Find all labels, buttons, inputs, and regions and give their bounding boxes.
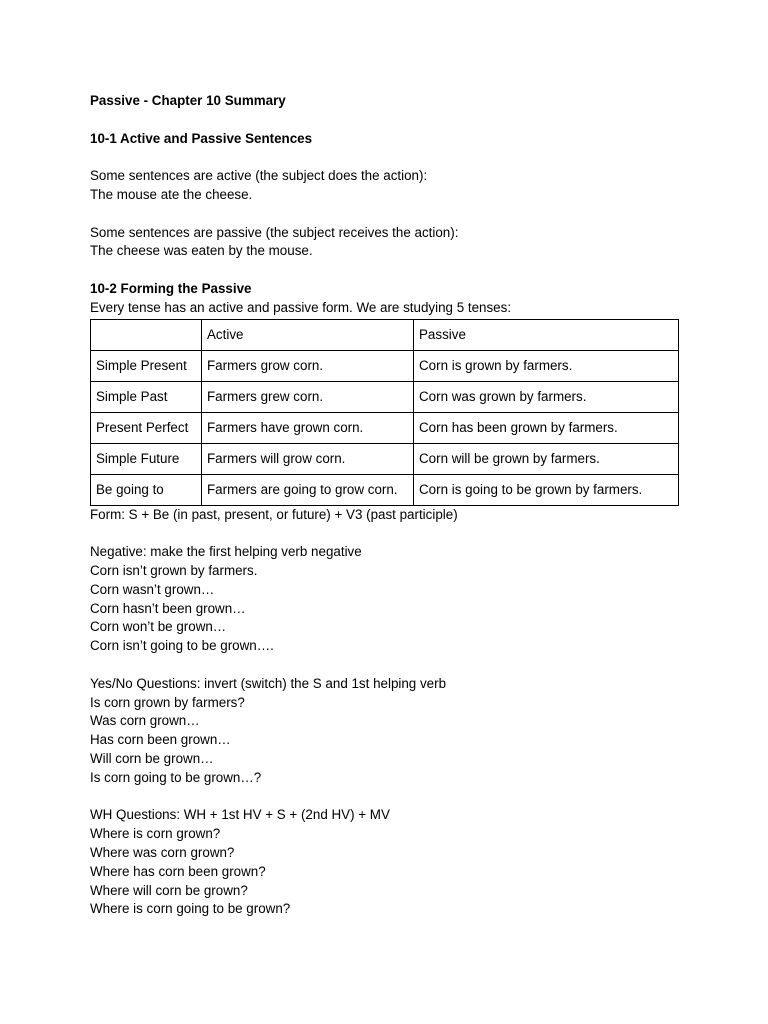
table-cell-tense: Simple Past — [91, 381, 202, 412]
spacer — [90, 148, 690, 167]
document-page — [90, 92, 690, 919]
table-cell-active: Farmers grew corn. — [202, 381, 414, 412]
spacer — [90, 261, 690, 280]
spacer — [90, 788, 690, 807]
wh-example: Where is corn going to be grown? — [90, 901, 291, 917]
table-row — [91, 443, 679, 474]
table-header-cell: Passive — [414, 319, 679, 350]
table-cell-passive: Corn has been grown by farmers. — [414, 412, 679, 443]
table-header-cell: Active — [202, 319, 414, 350]
table-row — [91, 381, 679, 412]
wh-example: Where will corn be grown? — [90, 882, 248, 898]
yes-no-example: Has corn been grown… — [90, 732, 231, 748]
tense-table — [90, 319, 679, 506]
negative-example: Corn isn’t going to be grown…. — [90, 638, 274, 654]
yes-no-heading: Yes/No Questions: invert (switch) the S and 1st helping verb — [90, 675, 447, 691]
negative-example: Corn wasn’t grown… — [90, 581, 215, 597]
wh-heading: WH Questions: WH + 1st HV + S + (2nd HV) + MV — [90, 807, 390, 823]
passive-intro-text: Some sentences are passive (the subject receives the action): — [90, 224, 459, 240]
table-cell-tense: Simple Future — [91, 443, 202, 474]
form-rule-text: Form: S + Be (in past, present, or future) + V3 (past participle) — [90, 506, 458, 522]
negative-example: Corn hasn’t been grown… — [90, 600, 246, 616]
wh-example: Where is corn grown? — [90, 826, 221, 842]
table-cell-passive: Corn is going to be grown by farmers. — [414, 474, 679, 505]
yes-no-example: Is corn grown by farmers? — [90, 694, 245, 710]
table-cell-passive: Corn will be grown by farmers. — [414, 443, 679, 474]
spacer — [90, 656, 690, 675]
wh-example: Where has corn been grown? — [90, 863, 266, 879]
spacer — [90, 111, 690, 130]
table-cell-passive: Corn was grown by farmers. — [414, 381, 679, 412]
negative-example: Corn isn’t grown by farmers. — [90, 562, 258, 578]
table-cell-active: Farmers are going to grow corn. — [202, 474, 414, 505]
table-cell-active: Farmers have grown corn. — [202, 412, 414, 443]
passive-example-text: The cheese was eaten by the mouse. — [90, 243, 313, 259]
yes-no-example: Was corn grown… — [90, 713, 200, 729]
yes-no-example: Is corn going to be grown…? — [90, 769, 262, 785]
table-cell-active: Farmers grow corn. — [202, 350, 414, 381]
table-header-cell — [91, 319, 202, 350]
table-row — [91, 350, 679, 381]
spacer — [90, 205, 690, 224]
document-title: Passive - Chapter 10 Summary — [90, 93, 286, 108]
table-cell-tense: Be going to — [91, 474, 202, 505]
section-heading-forming-passive: 10-2 Forming the Passive — [90, 280, 252, 296]
active-intro-text: Some sentences are active (the subject does the action): — [90, 168, 428, 184]
section-heading-active-passive: 10-1 Active and Passive Sentences — [90, 130, 313, 146]
table-row — [91, 474, 679, 505]
table-cell-active: Farmers will grow corn. — [202, 443, 414, 474]
negative-heading: Negative: make the first helping verb negative — [90, 544, 362, 560]
table-cell-passive: Corn is grown by farmers. — [414, 350, 679, 381]
spacer — [90, 524, 690, 543]
table-header-row — [91, 319, 679, 350]
active-example-text: The mouse ate the cheese. — [90, 186, 253, 202]
negative-example: Corn won’t be grown… — [90, 619, 227, 635]
tenses-intro-text: Every tense has an active and passive form. We are studying 5 tenses: — [90, 299, 512, 315]
table-cell-tense: Simple Present — [91, 350, 202, 381]
table-row — [91, 412, 679, 443]
wh-example: Where was corn grown? — [90, 844, 235, 860]
yes-no-example: Will corn be grown… — [90, 750, 214, 766]
table-cell-tense: Present Perfect — [91, 412, 202, 443]
